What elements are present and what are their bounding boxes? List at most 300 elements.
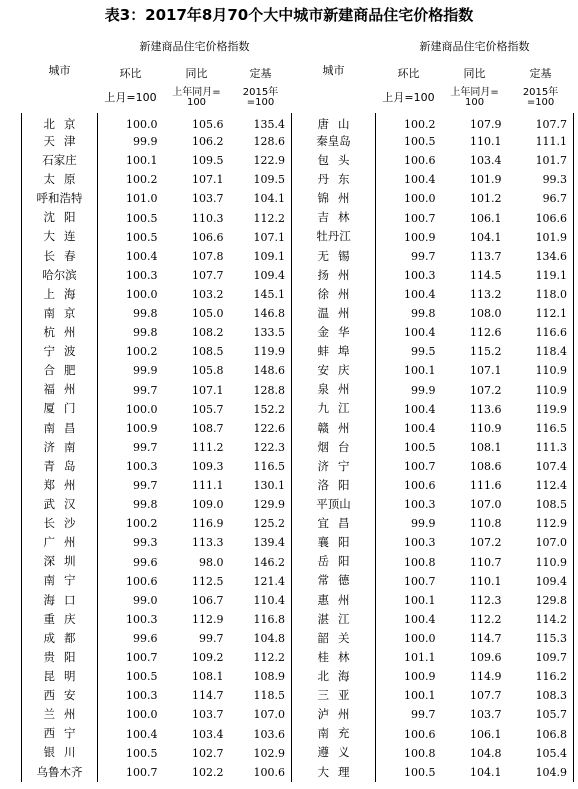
city-cell: 上海 xyxy=(22,285,98,304)
city-cell: 南宁 xyxy=(22,572,98,591)
yoy-cell: 107.2 xyxy=(470,536,502,550)
base-cell: 109.7 xyxy=(508,648,574,667)
mom-cell: 99.7 xyxy=(411,708,436,722)
yoy-cell: 107.9 xyxy=(470,118,502,132)
yoy-cell: 112.6 xyxy=(470,326,502,340)
mom-cell: 99.7 xyxy=(133,383,158,397)
price-index-table xyxy=(21,28,574,782)
mom-cell: 100.2 xyxy=(404,118,436,132)
yoy-cell: 107.1 xyxy=(470,364,502,378)
base-cell: 101.9 xyxy=(508,228,574,247)
mom-cell: 100.3 xyxy=(126,268,158,282)
mom-cell: 100.4 xyxy=(404,173,436,187)
mom-cell: 100.3 xyxy=(126,689,158,703)
city-cell: 长春 xyxy=(22,247,98,266)
city-cell: 杭州 xyxy=(22,323,98,342)
yoy-cell: 114.7 xyxy=(470,632,502,645)
base-cell: 133.5 xyxy=(230,323,292,342)
base-cell: 100.6 xyxy=(230,763,292,782)
yoy-cell: 103.4 xyxy=(470,154,502,168)
city-cell: 银川 xyxy=(22,744,98,763)
mom-cell: 100.5 xyxy=(126,230,158,244)
table-row xyxy=(22,323,574,342)
base-cell: 106.6 xyxy=(508,209,574,228)
city-cell: 湛江 xyxy=(292,610,376,629)
base-cell: 130.1 xyxy=(230,476,292,495)
city-cell: 天津 xyxy=(22,132,98,151)
city-cell: 洛阳 xyxy=(292,476,376,495)
mom-cell: 100.7 xyxy=(404,460,436,474)
mom-cell: 99.6 xyxy=(133,632,158,645)
city-cell: 大理 xyxy=(292,763,376,782)
mom-cell: 100.7 xyxy=(126,765,158,779)
yoy-cell: 111.1 xyxy=(192,479,224,493)
mom-cell: 100.5 xyxy=(404,765,436,779)
city-cell: 太原 xyxy=(22,170,98,189)
base-cell: 104.8 xyxy=(230,629,292,648)
mom-cell: 100.5 xyxy=(126,211,158,225)
table-row xyxy=(22,648,574,667)
base-cell: 125.2 xyxy=(230,514,292,533)
city-cell: 长沙 xyxy=(22,514,98,533)
base-cell: 119.9 xyxy=(508,400,574,419)
yoy-cell: 107.1 xyxy=(192,173,224,187)
mom-cell: 100.4 xyxy=(404,421,436,435)
mom-cell: 99.3 xyxy=(133,536,158,550)
mom-cell: 99.9 xyxy=(411,383,436,397)
table-title: 表3：2017年8月70个大中城市新建商品住宅价格指数 xyxy=(104,6,474,24)
table-row xyxy=(22,189,574,208)
mom-cell: 99.8 xyxy=(411,307,436,321)
city-cell: 青岛 xyxy=(22,457,98,476)
yoy-cell: 107.1 xyxy=(192,383,224,397)
table-row xyxy=(22,553,574,572)
city-cell: 泸州 xyxy=(292,705,376,724)
base-cell: 110.9 xyxy=(508,361,574,380)
mom-cell: 100.5 xyxy=(126,746,158,760)
table-row xyxy=(22,572,574,591)
city-cell: 赣州 xyxy=(292,419,376,438)
yoy-cell: 103.7 xyxy=(470,708,502,722)
yoy-cell: 113.3 xyxy=(192,536,224,550)
table-row xyxy=(22,381,574,400)
mom-cell: 100.2 xyxy=(126,345,158,359)
base-cell: 101.7 xyxy=(508,151,574,170)
mom-cell: 100.3 xyxy=(126,612,158,626)
base-cell: 112.2 xyxy=(230,648,292,667)
city-cell: 安庆 xyxy=(292,361,376,380)
mom-cell: 100.3 xyxy=(404,268,436,282)
city-cell: 烟台 xyxy=(292,438,376,457)
mom-cell: 100.2 xyxy=(126,517,158,531)
mom-cell: 100.5 xyxy=(404,135,436,149)
city-cell: 武汉 xyxy=(22,495,98,514)
yoy-cell: 111.2 xyxy=(192,440,224,454)
header-yoy-base-line2: 100 xyxy=(186,96,207,108)
header-base-line2: =100 xyxy=(246,96,275,108)
yoy-cell: 106.6 xyxy=(192,230,224,244)
mom-cell: 100.1 xyxy=(404,593,436,607)
yoy-cell: 103.7 xyxy=(192,192,224,206)
mom-cell: 99.7 xyxy=(133,479,158,493)
mom-cell: 99.5 xyxy=(411,345,436,359)
yoy-cell: 112.5 xyxy=(192,574,224,588)
base-cell: 128.8 xyxy=(230,381,292,400)
yoy-cell: 103.7 xyxy=(192,708,224,722)
base-cell: 119.9 xyxy=(230,342,292,361)
city-cell: 西宁 xyxy=(22,725,98,744)
city-cell: 乌鲁木齐 xyxy=(22,763,98,782)
city-cell: 石家庄 xyxy=(22,151,98,170)
city-cell: 常德 xyxy=(292,572,376,591)
table-row xyxy=(22,725,574,744)
base-cell: 96.7 xyxy=(508,189,574,208)
mom-cell: 100.4 xyxy=(126,727,158,741)
city-cell: 海口 xyxy=(22,591,98,610)
mom-cell: 100.4 xyxy=(404,288,436,302)
city-cell: 平顶山 xyxy=(292,495,376,514)
yoy-cell: 105.7 xyxy=(192,402,224,416)
table-row xyxy=(22,170,574,189)
base-cell: 109.4 xyxy=(508,572,574,591)
table-row xyxy=(22,591,574,610)
city-cell: 南昌 xyxy=(22,419,98,438)
city-cell: 温州 xyxy=(292,304,376,323)
yoy-cell: 108.2 xyxy=(192,326,224,340)
base-cell: 99.3 xyxy=(508,170,574,189)
yoy-cell: 108.1 xyxy=(192,670,224,684)
table-row xyxy=(22,744,574,763)
city-cell: 大连 xyxy=(22,228,98,247)
header-base-line2: =100 xyxy=(526,96,555,108)
base-cell: 146.2 xyxy=(230,553,292,572)
base-cell: 118.0 xyxy=(508,285,574,304)
yoy-cell: 101.9 xyxy=(470,173,502,187)
mom-cell: 100.9 xyxy=(404,230,436,244)
city-cell: 三亚 xyxy=(292,686,376,705)
table-row xyxy=(22,610,574,629)
mom-cell: 100.0 xyxy=(126,118,158,132)
mom-cell: 100.6 xyxy=(404,479,436,493)
mom-cell: 101.0 xyxy=(126,192,158,206)
city-cell: 九江 xyxy=(292,400,376,419)
yoy-cell: 102.2 xyxy=(192,765,224,779)
table-row xyxy=(22,495,574,514)
city-cell: 韶关 xyxy=(292,629,376,648)
header-mom-base-left: 上月=100 xyxy=(104,91,157,104)
city-cell: 重庆 xyxy=(22,610,98,629)
mom-cell: 100.5 xyxy=(404,440,436,454)
yoy-cell: 101.2 xyxy=(470,192,502,206)
mom-cell: 100.1 xyxy=(404,364,436,378)
mom-cell: 99.8 xyxy=(133,307,158,321)
yoy-cell: 113.2 xyxy=(470,288,502,302)
table-row xyxy=(22,151,574,170)
yoy-cell: 112.2 xyxy=(470,612,502,626)
header-index-group-right: 新建商品住宅价格指数 xyxy=(419,39,530,53)
base-cell: 110.9 xyxy=(508,381,574,400)
city-cell: 合肥 xyxy=(22,361,98,380)
base-cell: 122.9 xyxy=(230,151,292,170)
table-row xyxy=(22,361,574,380)
mom-cell: 100.7 xyxy=(404,211,436,225)
table-row xyxy=(22,342,574,361)
header-base-right: 定基 xyxy=(529,66,552,80)
yoy-cell: 109.5 xyxy=(192,154,224,168)
yoy-cell: 104.8 xyxy=(470,746,502,760)
base-cell: 111.1 xyxy=(508,132,574,151)
yoy-cell: 111.6 xyxy=(470,479,502,493)
city-cell: 锦州 xyxy=(292,189,376,208)
yoy-cell: 103.2 xyxy=(192,288,224,302)
city-cell: 济宁 xyxy=(292,457,376,476)
table-row xyxy=(22,438,574,457)
yoy-cell: 108.5 xyxy=(192,345,224,359)
header-yoy-base-right xyxy=(442,82,508,113)
city-cell: 丹东 xyxy=(292,170,376,189)
city-cell: 宁波 xyxy=(22,342,98,361)
mom-cell: 99.0 xyxy=(133,593,158,607)
base-cell: 107.4 xyxy=(508,457,574,476)
city-cell: 兰州 xyxy=(22,705,98,724)
city-cell: 贵阳 xyxy=(22,648,98,667)
base-cell: 135.4 xyxy=(230,113,292,132)
header-base-left: 定基 xyxy=(249,66,272,80)
mom-cell: 99.7 xyxy=(411,249,436,263)
header-city-left: 城市 xyxy=(48,64,71,77)
header-yoy-base-line1: 上年同月= xyxy=(172,86,221,98)
yoy-cell: 113.6 xyxy=(470,402,502,416)
mom-cell: 100.0 xyxy=(126,288,158,302)
city-cell: 秦皇岛 xyxy=(292,132,376,151)
mom-cell: 99.8 xyxy=(133,498,158,512)
yoy-cell: 110.3 xyxy=(192,211,224,225)
header-base-line1: 2015年 xyxy=(242,86,279,98)
yoy-cell: 99.7 xyxy=(199,632,224,645)
header-yoy-base-left xyxy=(164,82,230,113)
yoy-cell: 107.8 xyxy=(192,249,224,263)
city-cell: 南京 xyxy=(22,304,98,323)
mom-cell: 100.9 xyxy=(126,421,158,435)
yoy-cell: 112.3 xyxy=(470,593,502,607)
mom-cell: 100.7 xyxy=(404,574,436,588)
base-cell: 118.4 xyxy=(508,342,574,361)
base-cell: 116.2 xyxy=(508,667,574,686)
yoy-cell: 110.7 xyxy=(470,555,502,569)
base-cell: 107.1 xyxy=(230,228,292,247)
city-cell: 厦门 xyxy=(22,400,98,419)
yoy-cell: 105.6 xyxy=(192,118,224,132)
yoy-cell: 106.1 xyxy=(470,211,502,225)
header-mom-left: 环比 xyxy=(119,66,142,80)
yoy-cell: 114.7 xyxy=(192,689,224,703)
table-row xyxy=(22,400,574,419)
header-base-base-right xyxy=(508,82,574,113)
base-cell: 152.2 xyxy=(230,400,292,419)
base-cell: 103.6 xyxy=(230,725,292,744)
base-cell: 112.1 xyxy=(508,304,574,323)
base-cell: 106.8 xyxy=(508,725,574,744)
header-yoy-base-line1: 上年同月= xyxy=(450,86,499,98)
city-cell: 遵义 xyxy=(292,744,376,763)
mom-cell: 99.9 xyxy=(411,517,436,531)
table-row xyxy=(22,209,574,228)
header-base-line1: 2015年 xyxy=(522,86,559,98)
table-row xyxy=(22,686,574,705)
yoy-cell: 105.8 xyxy=(192,364,224,378)
base-cell: 129.9 xyxy=(230,495,292,514)
base-cell: 118.5 xyxy=(230,686,292,705)
yoy-cell: 104.1 xyxy=(470,765,502,779)
mom-cell: 99.8 xyxy=(133,326,158,340)
mom-cell: 100.0 xyxy=(404,632,436,645)
yoy-cell: 114.5 xyxy=(470,268,502,282)
header-yoy-base-line2: 100 xyxy=(464,96,485,108)
yoy-cell: 98.0 xyxy=(199,555,224,569)
city-cell: 泉州 xyxy=(292,381,376,400)
yoy-cell: 108.1 xyxy=(470,440,502,454)
city-cell: 桂林 xyxy=(292,648,376,667)
mom-cell: 100.6 xyxy=(404,727,436,741)
city-cell: 襄阳 xyxy=(292,533,376,552)
city-cell: 福州 xyxy=(22,381,98,400)
mom-cell: 100.4 xyxy=(404,326,436,340)
mom-cell: 100.7 xyxy=(126,651,158,665)
city-cell: 徐州 xyxy=(292,285,376,304)
city-cell: 哈尔滨 xyxy=(22,266,98,285)
table-row xyxy=(22,266,574,285)
base-cell: 105.4 xyxy=(508,744,574,763)
base-cell: 116.5 xyxy=(508,419,574,438)
city-cell: 深圳 xyxy=(22,553,98,572)
city-cell: 西安 xyxy=(22,686,98,705)
base-cell: 107.7 xyxy=(508,113,574,132)
mom-cell: 100.3 xyxy=(404,498,436,512)
mom-cell: 100.2 xyxy=(126,173,158,187)
table-row xyxy=(22,285,574,304)
yoy-cell: 109.0 xyxy=(192,498,224,512)
base-cell: 121.4 xyxy=(230,572,292,591)
mom-cell: 100.0 xyxy=(126,402,158,416)
header-base-base-left xyxy=(230,82,292,113)
mom-cell: 99.9 xyxy=(133,364,158,378)
yoy-cell: 103.4 xyxy=(192,727,224,741)
table-body xyxy=(22,113,574,782)
table-row xyxy=(22,304,574,323)
base-cell: 105.7 xyxy=(508,705,574,724)
table-row xyxy=(22,113,574,132)
base-cell: 109.1 xyxy=(230,247,292,266)
mom-cell: 99.6 xyxy=(133,555,158,569)
city-cell: 唐山 xyxy=(292,113,376,132)
base-cell: 129.8 xyxy=(508,591,574,610)
city-cell: 昆明 xyxy=(22,667,98,686)
yoy-cell: 108.6 xyxy=(470,460,502,474)
yoy-cell: 115.2 xyxy=(470,345,502,359)
city-cell: 包头 xyxy=(292,151,376,170)
yoy-cell: 110.8 xyxy=(470,517,502,531)
base-cell: 116.5 xyxy=(230,457,292,476)
mom-cell: 101.1 xyxy=(404,651,436,665)
city-cell: 南充 xyxy=(292,725,376,744)
yoy-cell: 102.7 xyxy=(192,746,224,760)
base-cell: 112.2 xyxy=(230,209,292,228)
base-cell: 139.4 xyxy=(230,533,292,552)
table-row xyxy=(22,247,574,266)
base-cell: 112.4 xyxy=(508,476,574,495)
base-cell: 128.6 xyxy=(230,132,292,151)
base-cell: 110.9 xyxy=(508,553,574,572)
header-yoy-left: 同比 xyxy=(185,66,208,80)
mom-cell: 99.9 xyxy=(133,135,158,149)
yoy-cell: 107.2 xyxy=(470,383,502,397)
mom-cell: 100.0 xyxy=(404,192,436,206)
yoy-cell: 107.7 xyxy=(470,689,502,703)
table-row xyxy=(22,667,574,686)
base-cell: 146.8 xyxy=(230,304,292,323)
yoy-cell: 104.1 xyxy=(470,230,502,244)
mom-cell: 100.3 xyxy=(126,460,158,474)
base-cell: 122.3 xyxy=(230,438,292,457)
header-city-right: 城市 xyxy=(322,64,345,77)
base-cell: 110.4 xyxy=(230,591,292,610)
mom-cell: 100.0 xyxy=(126,708,158,722)
city-cell: 扬州 xyxy=(292,266,376,285)
city-cell: 呼和浩特 xyxy=(22,189,98,208)
table-row xyxy=(22,228,574,247)
mom-cell: 100.4 xyxy=(404,612,436,626)
city-cell: 无锡 xyxy=(292,247,376,266)
yoy-cell: 110.1 xyxy=(470,574,502,588)
yoy-cell: 109.6 xyxy=(470,651,502,665)
table-row xyxy=(22,419,574,438)
base-cell: 116.8 xyxy=(230,610,292,629)
city-cell: 北京 xyxy=(22,113,98,132)
base-cell: 116.6 xyxy=(508,323,574,342)
header-yoy-right: 同比 xyxy=(463,66,486,80)
yoy-cell: 109.2 xyxy=(192,651,224,665)
base-cell: 107.0 xyxy=(230,705,292,724)
table-row xyxy=(22,629,574,648)
city-cell: 郑州 xyxy=(22,476,98,495)
yoy-cell: 107.7 xyxy=(192,268,224,282)
city-cell: 金华 xyxy=(292,323,376,342)
header-index-group-left: 新建商品住宅价格指数 xyxy=(139,39,250,53)
mom-cell: 100.6 xyxy=(404,154,436,168)
base-cell: 109.5 xyxy=(230,170,292,189)
base-cell: 109.4 xyxy=(230,266,292,285)
table-row xyxy=(22,533,574,552)
yoy-cell: 116.9 xyxy=(192,517,224,531)
mom-cell: 100.8 xyxy=(404,746,436,760)
table-row xyxy=(22,705,574,724)
yoy-cell: 108.7 xyxy=(192,421,224,435)
mom-cell: 100.4 xyxy=(404,402,436,416)
header-mom-right: 环比 xyxy=(397,66,420,80)
base-cell: 145.1 xyxy=(230,285,292,304)
city-cell: 宜昌 xyxy=(292,514,376,533)
base-cell: 104.9 xyxy=(508,763,574,782)
city-cell: 蚌埠 xyxy=(292,342,376,361)
mom-cell: 100.1 xyxy=(126,154,158,168)
yoy-cell: 112.9 xyxy=(192,612,224,626)
base-cell: 108.3 xyxy=(508,686,574,705)
base-cell: 107.0 xyxy=(508,533,574,552)
yoy-cell: 108.0 xyxy=(470,307,502,321)
mom-cell: 100.8 xyxy=(404,555,436,569)
mom-cell: 100.5 xyxy=(126,670,158,684)
yoy-cell: 105.0 xyxy=(192,307,224,321)
